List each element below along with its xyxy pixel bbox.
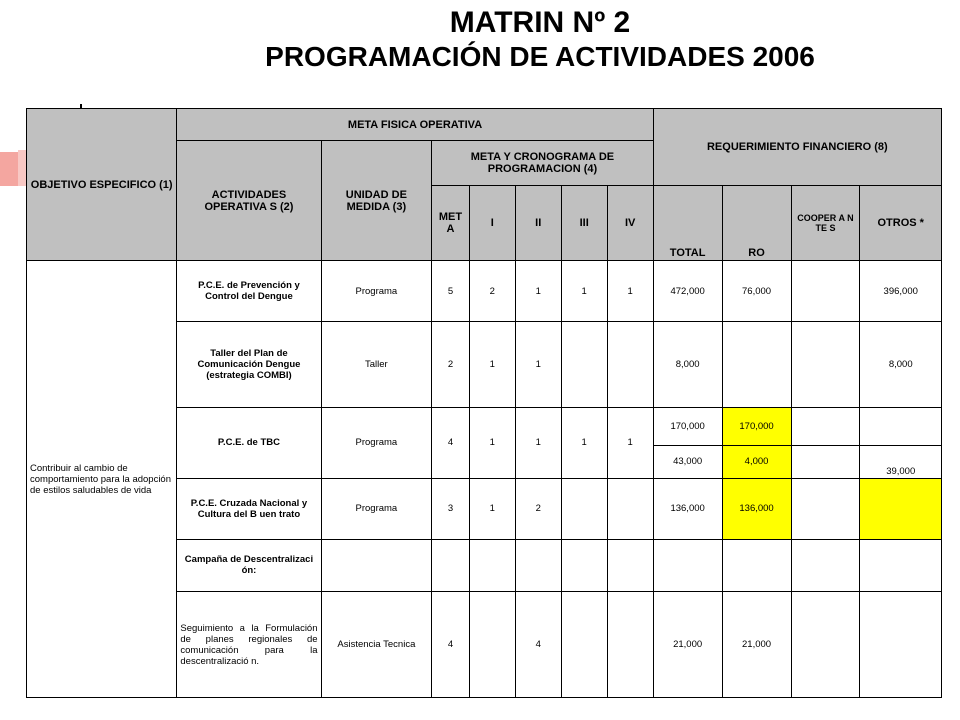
cell-ro: 4,000 — [722, 446, 791, 478]
cell-q3: 1 — [561, 261, 607, 322]
header-meta: MET A — [432, 186, 470, 261]
cell-actividad: Campaña de Descentralizaci ón: — [177, 539, 321, 592]
cell-otros: 396,000 — [860, 261, 942, 322]
cell-q2: 1 — [515, 261, 561, 322]
header-q3: III — [561, 186, 607, 261]
header-ro: RO — [722, 186, 791, 261]
header-meta-fisica: META FISICA OPERATIVA — [177, 109, 653, 141]
cell-otros — [860, 407, 942, 446]
cell-actividad: P.C.E. de TBC — [177, 407, 321, 478]
cell-unidad: Taller — [321, 322, 432, 407]
cell-q2: 2 — [515, 478, 561, 539]
cell-otros — [860, 539, 942, 592]
cell-total: 43,000 — [653, 446, 722, 478]
cell-total: 8,000 — [653, 322, 722, 407]
header-total: TOTAL — [653, 186, 722, 261]
cell-ro — [722, 539, 791, 592]
cell-q3 — [561, 539, 607, 592]
cell-meta: 3 — [432, 478, 470, 539]
cell-total: 170,000 — [653, 407, 722, 446]
cell-q4 — [607, 592, 653, 698]
cell-q2: 1 — [515, 407, 561, 478]
cell-q1: 1 — [469, 407, 515, 478]
cell-q1 — [469, 539, 515, 592]
header-q4: IV — [607, 186, 653, 261]
cell-q4 — [607, 322, 653, 407]
cell-ro: 76,000 — [722, 261, 791, 322]
cell-q2 — [515, 539, 561, 592]
objetivo-cell: Contribuir al cambio de comportamiento para la adopción de estilos saludables de vida — [27, 261, 177, 698]
cell-q1: 2 — [469, 261, 515, 322]
cell-otros — [860, 592, 942, 698]
cell-ro: 170,000 — [722, 407, 791, 446]
cell-unidad: Asistencia Tecnica — [321, 592, 432, 698]
cell-meta: 4 — [432, 407, 470, 478]
cell-coop — [791, 478, 860, 539]
header-q1: I — [469, 186, 515, 261]
table-row — [27, 261, 942, 322]
cell-meta — [432, 539, 470, 592]
cell-unidad: Programa — [321, 407, 432, 478]
page-title — [200, 6, 880, 74]
cell-q4 — [607, 539, 653, 592]
header-cooperantes: COOPER A N TE S — [791, 186, 860, 261]
cell-coop — [791, 592, 860, 698]
cell-ro: 136,000 — [722, 478, 791, 539]
cell-otros: 39,000 — [860, 446, 942, 478]
cell-unidad: Programa — [321, 478, 432, 539]
cell-otros — [860, 478, 942, 539]
cell-meta: 5 — [432, 261, 470, 322]
cell-coop — [791, 261, 860, 322]
header-meta-cronograma: META Y CRONOGRAMA DE PROGRAMACION (4) — [432, 141, 653, 186]
cell-ro — [722, 322, 791, 407]
cell-unidad: Programa — [321, 261, 432, 322]
header-otros: OTROS * — [860, 186, 942, 261]
cell-ro: 21,000 — [722, 592, 791, 698]
cell-coop — [791, 539, 860, 592]
activities-table — [26, 108, 942, 698]
cell-q2: 4 — [515, 592, 561, 698]
cell-q3 — [561, 478, 607, 539]
cell-otros: 8,000 — [860, 322, 942, 407]
title-line-2: PROGRAMACIÓN DE ACTIVIDADES 2006 — [265, 41, 815, 72]
header-q2: II — [515, 186, 561, 261]
cell-total: 136,000 — [653, 478, 722, 539]
cell-q3 — [561, 322, 607, 407]
cell-actividad: Seguimiento a la Formulación de planes regionales de comunicación para la descentralizació n. — [177, 592, 321, 698]
cell-q4 — [607, 478, 653, 539]
cell-q3: 1 — [561, 407, 607, 478]
header-actividades: ACTIVIDADES OPERATIVA S (2) — [177, 141, 321, 261]
cell-total: 21,000 — [653, 592, 722, 698]
title-line-1: MATRIN Nº 2 — [449, 6, 631, 39]
cell-meta: 4 — [432, 592, 470, 698]
cell-total: 472,000 — [653, 261, 722, 322]
cell-q4: 1 — [607, 261, 653, 322]
cell-q1: 1 — [469, 478, 515, 539]
cell-q2: 1 — [515, 322, 561, 407]
cell-meta: 2 — [432, 322, 470, 407]
cell-q1 — [469, 592, 515, 698]
cell-q3 — [561, 592, 607, 698]
cell-coop — [791, 407, 860, 446]
cell-q1: 1 — [469, 322, 515, 407]
decorative-red-square — [0, 152, 18, 186]
header-unidad: UNIDAD DE MEDIDA (3) — [321, 141, 432, 261]
cell-coop — [791, 322, 860, 407]
header-objetivo: OBJETIVO ESPECIFICO (1) — [27, 109, 177, 261]
cell-actividad: Taller del Plan de Comunicación Dengue (estrategia COMBI) — [177, 322, 321, 407]
cell-coop — [791, 446, 860, 478]
header-requerimiento: REQUERIMIENTO FINANCIERO (8) — [653, 109, 941, 186]
cell-total — [653, 539, 722, 592]
cell-actividad: P.C.E. de Prevención y Control del Dengue — [177, 261, 321, 322]
cell-unidad — [321, 539, 432, 592]
cell-q4: 1 — [607, 407, 653, 478]
cell-actividad: P.C.E. Cruzada Nacional y Cultura del B uen trato — [177, 478, 321, 539]
